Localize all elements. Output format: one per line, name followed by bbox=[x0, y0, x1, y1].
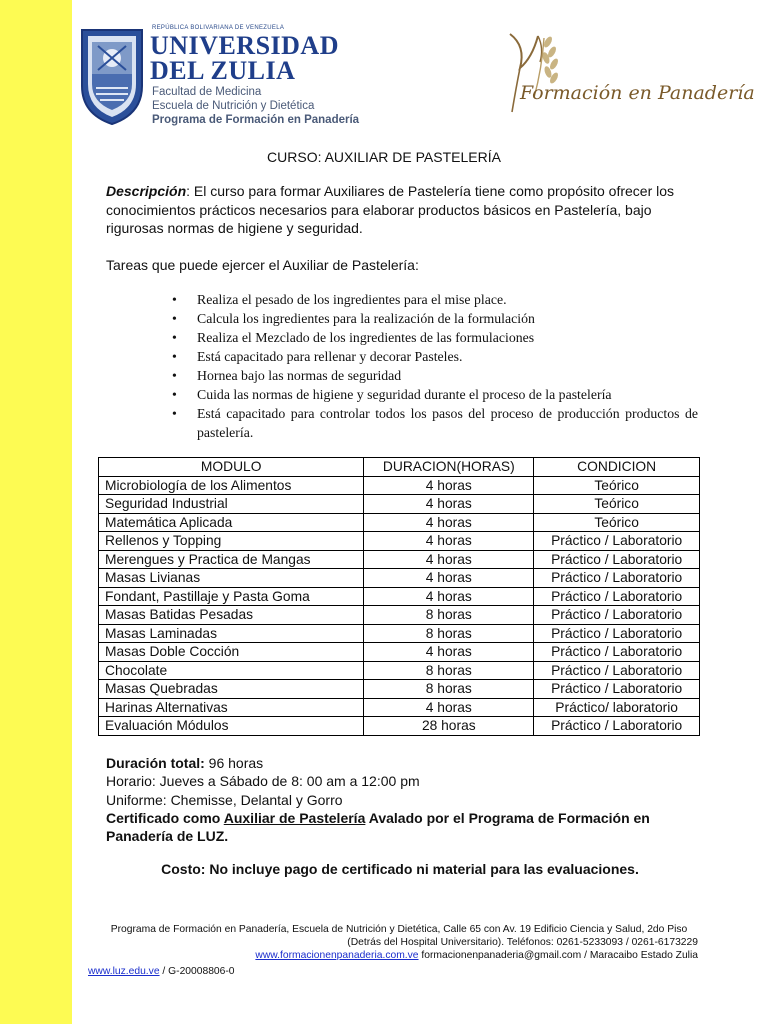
table-header-row bbox=[99, 458, 700, 477]
schedule-line: Horario: Jueves a Sábado de 8: 00 am a 12:00 pm bbox=[106, 773, 420, 790]
footer-line1: Programa de Formación en Panadería, Escuela de Nutrición y Dietética, Calle 65 con Av. 19 Edificio Ciencia y Salud, 2do Piso bbox=[110, 924, 688, 935]
course-summary bbox=[106, 754, 706, 845]
university-subtitle bbox=[152, 85, 359, 127]
description-paragraph bbox=[106, 182, 700, 238]
rif-label: / G-20008806-0 bbox=[159, 966, 235, 977]
header-duracion: DURACION(HORAS) bbox=[364, 458, 534, 477]
table-row: Masas Livianas 4 horas Práctico / Laboratorio bbox=[99, 569, 700, 588]
luz-link[interactable]: www.luz.edu.ve bbox=[88, 966, 160, 977]
faculty-label: Facultad de Medicina bbox=[152, 86, 262, 98]
header-condicion: CONDICION bbox=[534, 458, 700, 477]
list-item: • Realiza el Mezclado de los ingredientes de las formulaciones bbox=[172, 328, 698, 347]
certificate-line: Certificado como Auxiliar de Pastelería Avalado por el Programa de Formación en Panadería de LUZ. bbox=[106, 809, 650, 845]
program-label: Programa de Formación en Panadería bbox=[152, 114, 360, 126]
table-row: Evaluación Módulos 28 horas Práctico / Laboratorio bbox=[99, 717, 700, 736]
list-item: • Hornea bajo las normas de seguridad bbox=[172, 366, 698, 385]
list-item: • Está capacitado para rellenar y decorar Pasteles. bbox=[172, 347, 698, 366]
table-row: Microbiología de los Alimentos 4 horas Teórico bbox=[99, 476, 700, 495]
table-row: Masas Doble Cocción 4 horas Práctico / Laboratorio bbox=[99, 643, 700, 662]
table-row: Rellenos y Topping 4 horas Práctico / Laboratorio bbox=[99, 532, 700, 551]
description-text: : El curso para formar Auxiliares de Pastelería tiene como propósito ofrecer los conocimientos prácticos necesarios para elaborar productos básicos en Pastelería, bajo rigurosas normas de higiene y seguridad. bbox=[106, 183, 675, 236]
list-item: • Realiza el pesado de los ingredientes para el mise place. bbox=[172, 290, 698, 309]
table-row: Harinas Alternativas 4 horas Práctico/ laboratorio bbox=[99, 698, 700, 717]
tasks-intro: Tareas que puede ejercer el Auxiliar de Pastelería: bbox=[106, 257, 419, 273]
task-list bbox=[172, 290, 698, 442]
uniform-line: Uniforme: Chemisse, Delantal y Gorro bbox=[106, 791, 343, 808]
republic-label: REPÚBLICA BOLIVARIANA DE VENEZUELA bbox=[152, 25, 285, 31]
list-item: • Está capacitado para controlar todos los pasos del proceso de producción productos de pastelería. bbox=[172, 404, 698, 442]
footer-line3: www.formacionenpanaderia.com.ve formacionenpanaderia@gmail.com / Maracaibo Estado Zulia bbox=[255, 950, 698, 961]
table-row: Fondant, Pastillaje y Pasta Goma 4 horas Práctico / Laboratorio bbox=[99, 587, 700, 606]
header-modulo: MODULO bbox=[99, 458, 364, 477]
table-row: Matemática Aplicada 4 horas Teórico bbox=[99, 513, 700, 532]
website-link[interactable]: www.formacionenpanaderia.com.ve bbox=[255, 950, 419, 961]
table-row: Chocolate 8 horas Práctico / Laboratorio bbox=[99, 661, 700, 680]
modules-table bbox=[98, 457, 700, 736]
university-crest-icon bbox=[78, 26, 146, 126]
table-row: Masas Batidas Pesadas 8 horas Práctico / Laboratorio bbox=[99, 606, 700, 625]
course-title: CURSO: AUXILIAR DE PASTELERÍA bbox=[267, 149, 501, 165]
university-name: UNIVERSIDAD DEL ZULIA bbox=[150, 31, 339, 85]
duration-line: Duración total: 96 horas bbox=[106, 755, 264, 771]
list-item: • Cuida las normas de higiene y seguridad durante el proceso de la pastelería bbox=[172, 385, 698, 404]
table-row: Masas Quebradas 8 horas Práctico / Laboratorio bbox=[99, 680, 700, 699]
brand-name: Formación en Panadería bbox=[520, 82, 755, 104]
description-label: Descripción bbox=[106, 183, 187, 199]
footer-bottom bbox=[88, 966, 235, 977]
table-row: Merengues y Practica de Mangas 4 horas Práctico / Laboratorio bbox=[99, 550, 700, 569]
table-row: Seguridad Industrial 4 horas Teórico bbox=[99, 495, 700, 514]
table-row: Masas Laminadas 8 horas Práctico / Laboratorio bbox=[99, 624, 700, 643]
footer-address bbox=[100, 923, 698, 962]
school-label: Escuela de Nutrición y Dietética bbox=[152, 100, 315, 112]
footer-line2: (Detrás del Hospital Universitario). Teléfonos: 0261-5233093 / 0261-6173229 bbox=[347, 937, 698, 948]
list-item: • Calcula los ingredientes para la realización de la formulación bbox=[172, 309, 698, 328]
cost-note: Costo: No incluye pago de certificado ni material para las evaluaciones. bbox=[161, 861, 639, 877]
